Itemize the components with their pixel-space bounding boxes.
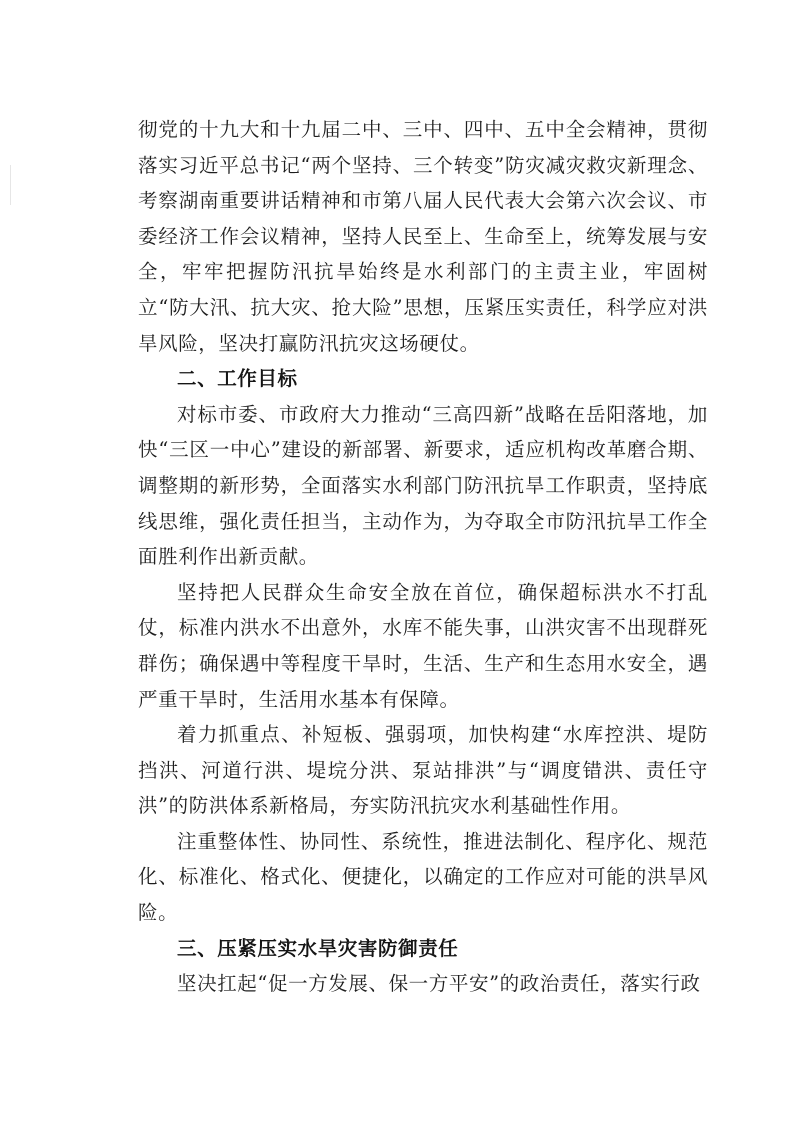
paragraph-goals-overview: 对标市委、市政府大力推动“三高四新”战略在岳阳落地，加快“三区一中心”建设的新部署、新要求，适应机构改革磨合期、调整期的新形势，全面落实水利部门防汛抗旱工作职责，坚持底线思维，强化责任担当，主动作为，为夺取全市防汛抗旱工作全面胜利作出新贡献。 <box>138 402 708 569</box>
scan-margin-line <box>10 165 11 205</box>
section-heading-work-goals: 二、工作目标 <box>177 367 298 391</box>
document-body <box>138 112 708 1002</box>
paragraph-responsibility-start: 坚决扛起“促一方发展、保一方平安”的政治责任，落实行政 <box>177 972 701 996</box>
paragraph-flood-system: 着力抓重点、补短板、强弱项，加快构建“水库控洪、堤防挡洪、河道行洪、堤垸分洪、泵站排洪”与“调度错洪、责任守洪”的防洪体系新格局，夯实防汛抗灾水利基础性作用。 <box>138 723 708 818</box>
paragraph-continuation: 彻党的十九大和十九届二中、三中、四中、五中全会精神，贯彻落实习近平总书记“两个坚持、三个转变”防灾减灾救灾新理念、考察湖南重要讲话精神和市第八届人民代表大会第六次会议、市委经济工作会议精神，坚持人民至上、生命至上，统筹发展与安全，牢牢把握防汛抗旱始终是水利部门的主责主业，牢固树立“防大汛、抗大灾、抢大险”思想，压紧压实责任，科学应对洪旱风险，坚决打赢防汛抗灾这场硬仗。 <box>138 118 708 355</box>
paragraph-standardization: 注重整体性、协同性、系统性，推进法制化、程序化、规范化、标准化、格式化、便捷化，以确定的工作应对可能的洪旱风险。 <box>138 829 708 925</box>
section-heading-responsibility: 三、压紧压实水旱灾害防御责任 <box>177 936 459 960</box>
paragraph-safety-priority: 坚持把人民群众生命安全放在首位，确保超标洪水不打乱仗，标准内洪水不出意外，水库不能失事，山洪灾害不出现群死群伤；确保遇中等程度干旱时，生活、生产和生态用水安全，遇严重干旱时，生活用水基本有保障。 <box>138 580 708 711</box>
